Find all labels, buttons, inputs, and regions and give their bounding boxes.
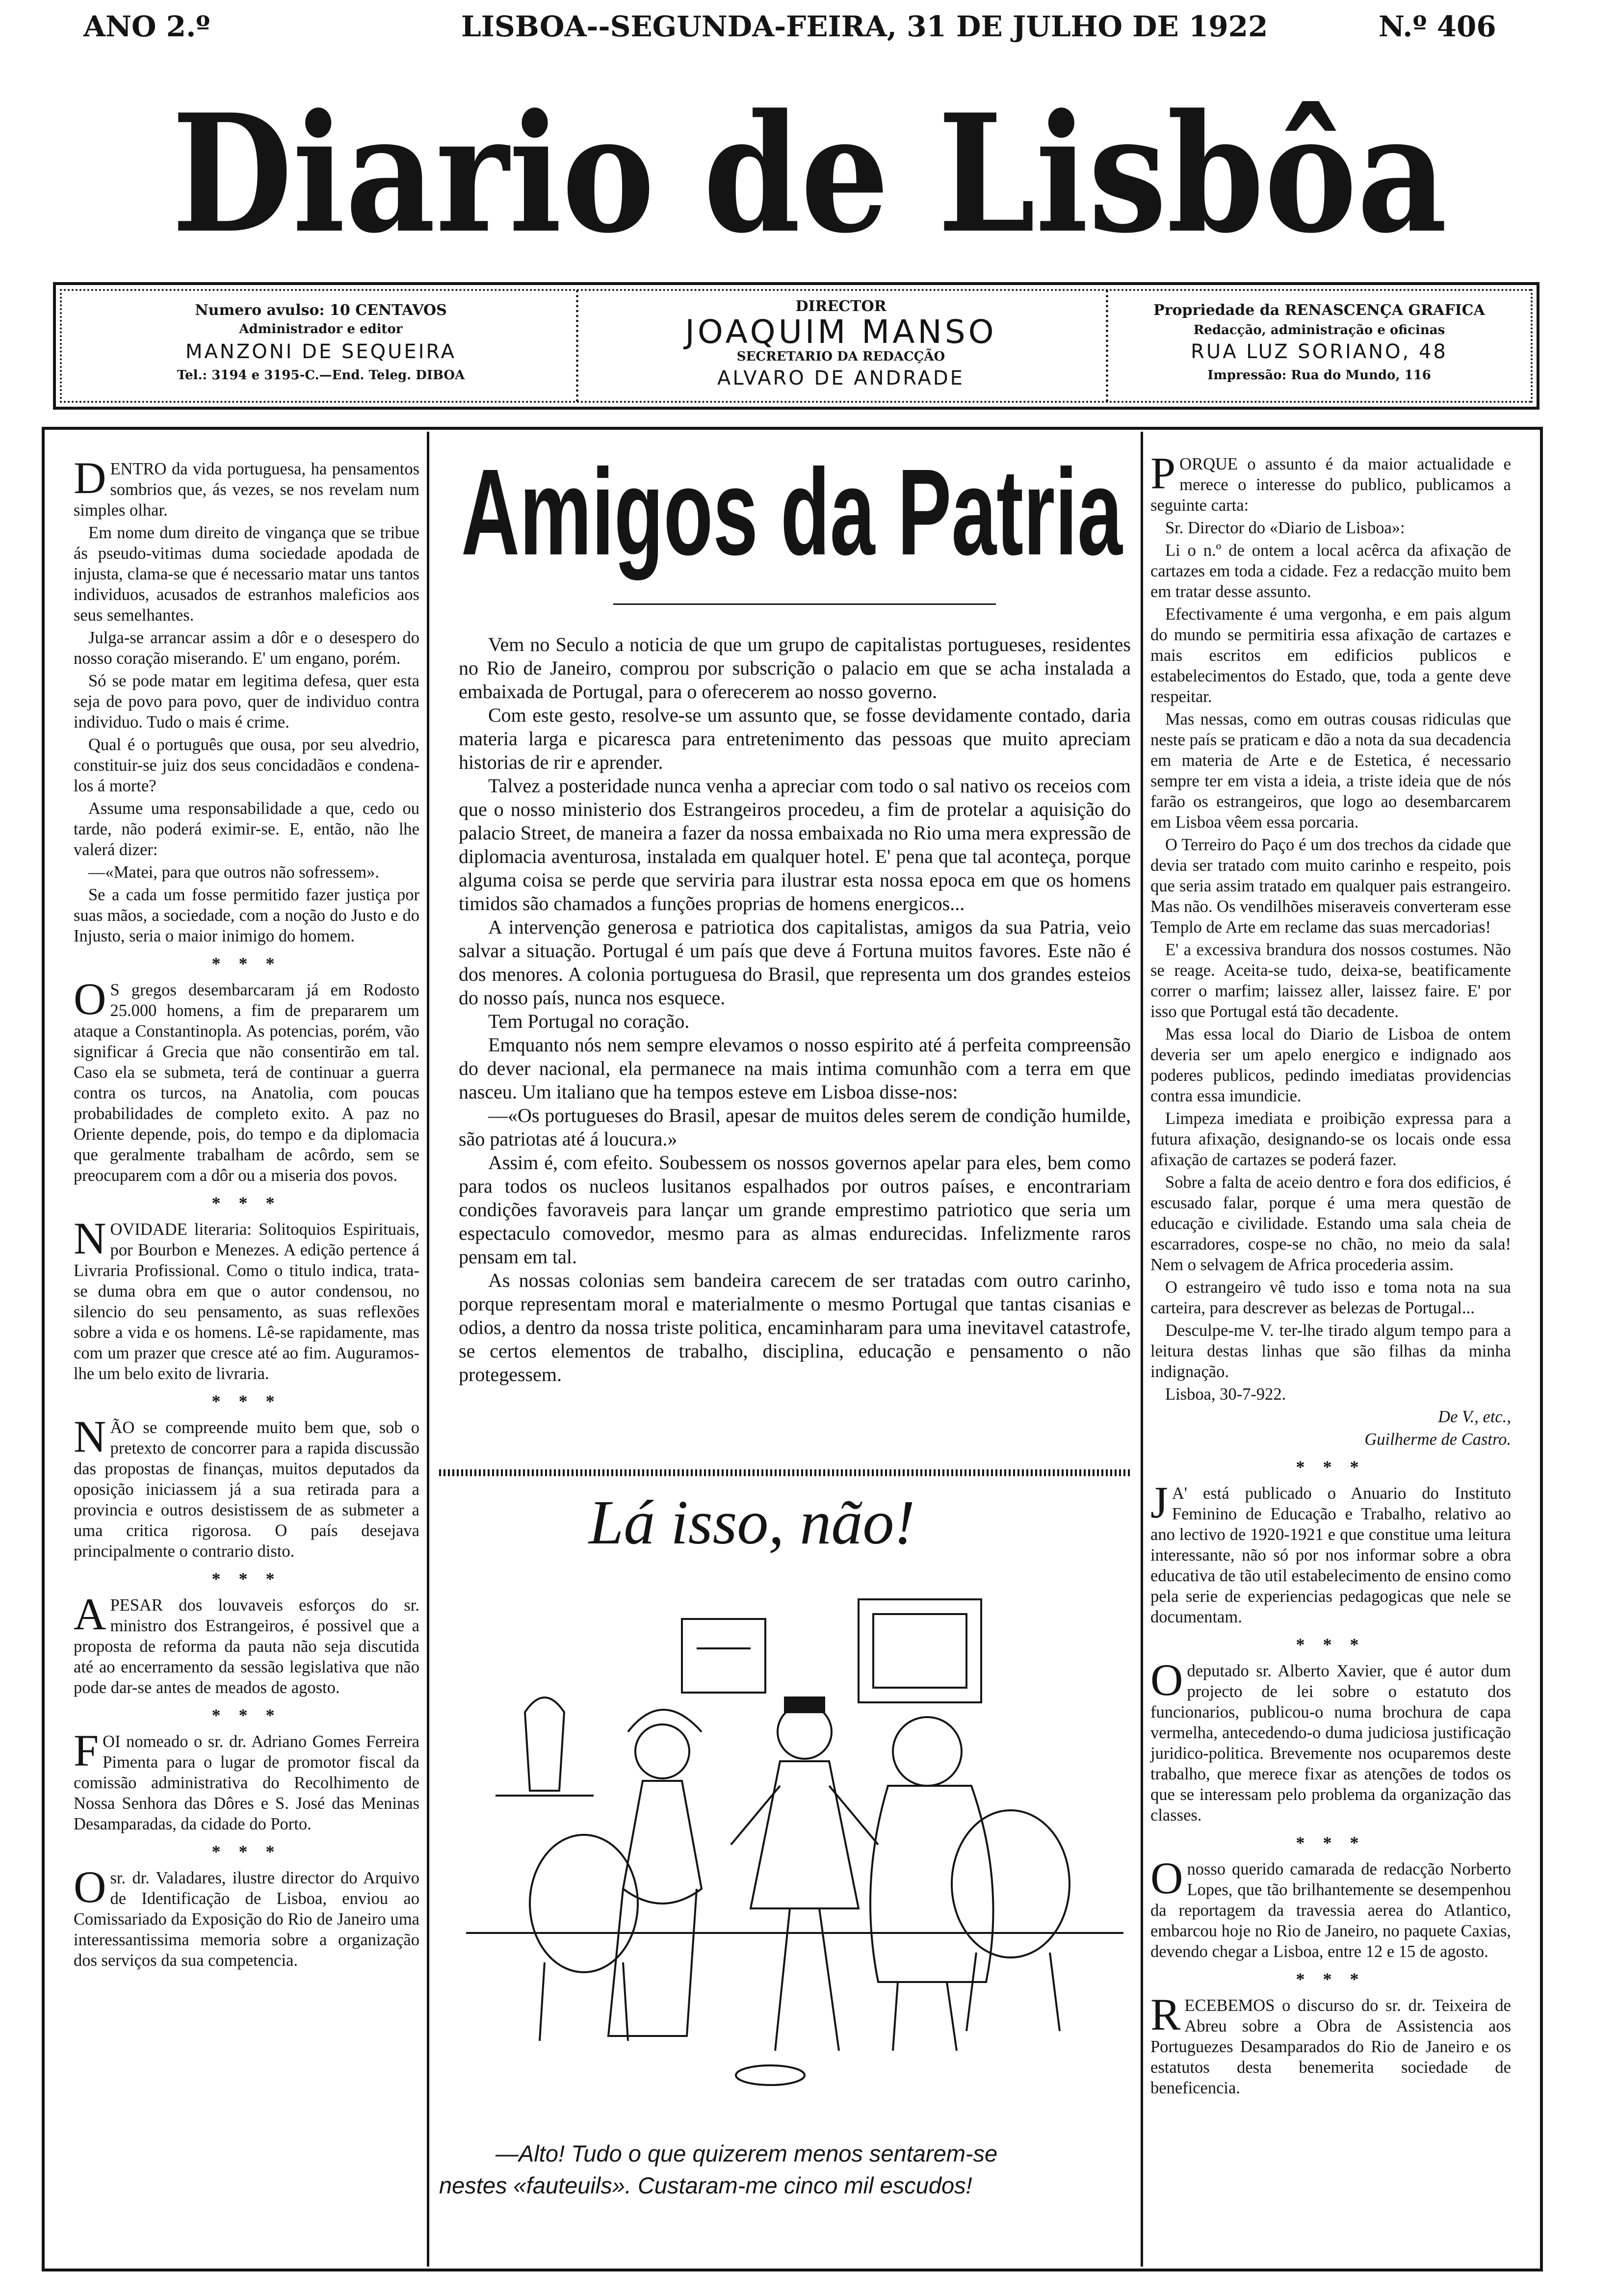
paragraph-text: ENTRO da vida portuguesa, ha pensamentos sombrios que, ás vezes, se nos revelam num simples olhar. xyxy=(74,460,419,520)
article-paragraph: Emquanto nós nem sempre elevamos o nosso espirito até á perfeita compreensão do dever nacional, ela permanece na mais intima comunhão com a terra em que nasceu. Um italiano que ha tempos esteve em Lisboa disse-nos: xyxy=(459,1034,1131,1103)
paragraph-text: Lisboa, 30-7-922. xyxy=(1165,1385,1286,1404)
section-stars: * * * xyxy=(1296,1457,1366,1477)
administrator-role: Administrador e editor xyxy=(239,322,403,337)
news-paragraph xyxy=(1150,1655,1511,1826)
column-rule xyxy=(427,432,429,2267)
print-label: Impressão: Rua do Mundo, 116 xyxy=(1207,368,1431,383)
drop-cap: O xyxy=(1150,1655,1183,1705)
news-paragraph xyxy=(74,627,419,669)
article-paragraph: As nossas colonias sem bandeira carecem de ser tratadas com outro carinho, porque representam moral e materialmente o mesmo Portugal que tantas cisanias e odios, a dentro da nossa triste politica, encaminharam para uma inevitavel catastrofe, se certos elementos de trabalho, disciplina, educação e pensamento o não protegessem. xyxy=(459,1269,1131,1385)
section-stars: * * * xyxy=(211,1391,282,1411)
band-divider xyxy=(1106,290,1108,402)
drop-cap: O xyxy=(74,974,106,1024)
news-paragraph xyxy=(1150,448,1511,516)
article-paragraph: Com este gesto, resolve-se um assunto que, se fosse devidamente contado, daria materia larga e picaresca para entretenimento das pessoas que muito apreciam historias de rir e aprender. xyxy=(459,704,1131,773)
paragraph-text: ÃO se compreende muito bem que, sob o pretexto de concorrer para a rapida discussão das propostas de finanças, muitos deputados da oposição iniciassem já a sua retirada para a provincia e outros desistissem de as submeter a uma critica rigorosa. O país desejava principalmente o contrario disto. xyxy=(74,1418,419,1561)
section-stars: * * * xyxy=(211,954,282,973)
paragraph-text: E' a excessiva brandura dos nossos costumes. Não se reage. Aceita-se tudo, deixa-se, beatificamente correr o marfim; laissez aller, laissez faire. E' por isso que Portugal está tão decadente. xyxy=(1150,940,1511,1021)
signature-line: De V., etc., xyxy=(1438,1408,1511,1426)
contact-line: Tel.: 3194 e 3195-C.—End. Teleg. DIBOA xyxy=(177,368,465,383)
article-paragraph: Vem no Seculo a noticia de que um grupo de capitalistas portugueses, residentes no Rio de Janeiro, comprou por subscrição o palacio em que se acha instalada a embaixada de Portugal, para o oferecerem ao nosso governo. xyxy=(459,633,1131,703)
news-paragraph xyxy=(1150,709,1511,833)
news-paragraph xyxy=(1150,1853,1511,1962)
director-label: DIRECTOR xyxy=(795,298,887,315)
paragraph-text: ORQUE o assunto é da maior actualidade e merece o interesse do publico, publicamos a seguinte carta: xyxy=(1150,455,1511,515)
paragraph-text: O estrangeiro vê tudo isso e toma nota na sua carteira, para descrever as belezas de Portugal... xyxy=(1150,1278,1511,1317)
drop-cap: O xyxy=(74,1862,106,1912)
paragraph-text: ECEBEMOS o discurso do sr. dr. Teixeira de Abreu sobre a Obra de Assistencia aos Portuguezes Desamparados do Rio de Janeiro e os estatutos desta benemerita sociedade de beneficencia. xyxy=(1150,1996,1511,2097)
paragraph-text: deputado sr. Alberto Xavier, que é autor dum projecto de lei sobre o estatuto dos funcionarios, publicou-o numa brochura de capa vermelha, antecedendo-o duma judiciosa justificação juridico-politica. Brevemente nos ocuparemos deste trabalho, que merece fixar as atenções de todos os que se interessam pelo problema da organização das classes. xyxy=(1150,1662,1511,1825)
news-paragraph xyxy=(74,1213,419,1384)
masthead-text: Diario de Lisbôa xyxy=(172,78,1447,269)
director-name: JOAQUIM MANSO xyxy=(685,313,997,351)
paragraph-text: nosso querido camarada de redacção Norberto Lopes, que tão brilhantemente se desempenhou da reportagem da travessia aerea do Atlantico, embarcou hoje no Rio de Janeiro, no paquete Caxias, devendo chegar a Lisboa, entre 12 e 15 de agosto. xyxy=(1150,1860,1511,1961)
drop-cap: A xyxy=(74,1589,106,1639)
news-paragraph xyxy=(74,522,419,626)
drop-cap: P xyxy=(1150,448,1176,498)
price-label: Numero avulso: 10 CENTAVOS xyxy=(195,302,447,319)
news-paragraph xyxy=(1150,1277,1511,1318)
administrator-name: MANZONI DE SEQUEIRA xyxy=(185,340,456,363)
paragraph-text: Efectivamente é uma vergonha, e em pais algum do mundo se permitiria essa afixação de cartazes e mais escritos em edificios publicos e estabelecimentos do Estado, que, toda a gente deve respeitar. xyxy=(1150,605,1511,706)
section-stars: * * * xyxy=(1296,1833,1366,1852)
news-paragraph xyxy=(1150,835,1511,938)
section-stars: * * * xyxy=(211,1842,282,1861)
news-paragraph xyxy=(74,885,419,946)
band-divider xyxy=(576,290,578,402)
cartoon-illustration xyxy=(466,1590,1123,2105)
cartoon-title: Lá isso, não! xyxy=(589,1487,915,1557)
news-paragraph xyxy=(74,1411,419,1562)
paragraph-text: Se a cada um fosse permitido fazer justiça por suas mãos, a sociedade, com a noção do Justo e do Injusto, seria o maior inimigo do homem. xyxy=(74,886,419,945)
paragraph-text: Julga-se arrancar assim a dôr e o desespero do nosso coração miserando. E' um engano, porém. xyxy=(74,628,419,668)
drop-cap: N xyxy=(74,1411,106,1461)
news-paragraph xyxy=(1150,518,1511,538)
paragraph-text: A' está publicado o Anuario do Instituto Feminino de Educação e Trabalho, relativo ao ano lectivo de 1920-1921 e que constitue uma leitura interessante, não só por nos informar sobre a obra educativa de tão util estabelecimento de ensino como pela serie de experiencias pedagogicas que nele se documentam. xyxy=(1150,1484,1511,1626)
article-paragraph: Tem Portugal no coração. xyxy=(488,1010,690,1032)
column-rule xyxy=(1141,432,1143,2267)
paragraph-text: Desculpe-me V. ter-lhe tirado algum tempo para a leitura destas linhas que são filhas da minha indignação. xyxy=(1150,1321,1511,1381)
right-column xyxy=(1150,448,1511,2100)
news-paragraph xyxy=(1150,1024,1511,1106)
drop-cap: N xyxy=(74,1213,106,1263)
section-stars: * * * xyxy=(211,1193,282,1213)
article-paragraph: Talvez a posteridade nunca venha a apreciar com todo o sal nativo os receios com que o nosso ministerio dos Estrangeiros procedeu, a fim de protelar a aquisição do palacio Street, de maneira a fazer da nossa embaixada no Rio uma mera expressão de diplomacia aventurosa, instalada em qualquer hotel. E' pena que tal aconteça, porque alguma coisa se perde que serviria para ilustrar esta nossa epoca em que os homens timidos são chamados a funções proprias de homens energicos... xyxy=(459,775,1131,914)
section-stars: * * * xyxy=(1296,1635,1366,1654)
news-paragraph xyxy=(1150,939,1511,1022)
issue-number: N.º 406 xyxy=(1379,10,1496,43)
drop-cap: R xyxy=(1150,1989,1181,2039)
owner-label: Propriedade da RENASCENÇA GRAFICA xyxy=(1153,302,1485,319)
section-divider xyxy=(439,1469,1131,1476)
paragraph-text: Mas nessas, como em outras cousas ridiculas que neste país se praticam e dão a nota da sua decadencia em materia de Arte e de Estetica, é necessario sempre ter em vista a ideia, a triste ideia que de nós farão os estrangeiros, que logo ao desembarcarem em Lisboa vêem essa porcaria. xyxy=(1150,710,1511,832)
band-right xyxy=(1113,296,1525,402)
paragraph-text: Só se pode matar em legitima defesa, quer esta seja de povo para povo, quer de individuo contra individuo. Tudo o mais é crime. xyxy=(74,672,419,731)
paragraph-text: Li o n.º de ontem a local acêrca da afixação de cartazes em toda a cidade. Fez a redacção muito bem em tratar desse assunto. xyxy=(1150,541,1511,601)
dateline: LISBOA--SEGUNDA-FEIRA, 31 DE JULHO DE 1922 xyxy=(461,10,1268,43)
drop-cap: J xyxy=(1150,1477,1168,1527)
band-center xyxy=(583,296,1098,402)
news-paragraph xyxy=(1150,1108,1511,1170)
news-paragraph xyxy=(74,671,419,732)
headline-rule xyxy=(613,603,996,605)
info-band xyxy=(53,282,1539,410)
news-paragraph xyxy=(1150,1989,1511,2098)
news-paragraph xyxy=(1150,1172,1511,1275)
paragraph-text: Mas essa local do Diario de Lisboa de ontem deveria ser um apelo energico e indignado aos poderes publicos, pedindo imediatas providencias contra essa imundicie. xyxy=(1150,1025,1511,1105)
article-paragraph: A intervenção generosa e patriotica dos capitalistas, amigos da sua Patria, veio salvar a situação. Portugal é um país que deve á Fortuna muitos favores. Este não é dos menores. A colonia portuguesa do Brasil, que representa um dos grandes esteios do nosso país, nunca nos esquece. xyxy=(459,916,1131,1009)
drop-cap: D xyxy=(74,453,106,503)
paragraph-text: Assume uma responsabilidade a que, cedo ou tarde, não poderá eximir-se. E, então, não lhe valerá dizer: xyxy=(74,799,419,859)
news-paragraph xyxy=(74,453,419,521)
year-label: ANO 2.º xyxy=(83,10,210,43)
top-line xyxy=(83,10,1521,49)
paragraph-text: OVIDADE literaria: Solitoquios Espirituais, por Bourbon e Menezes. A edição pertence á Livraria Profissional. Como o titulo indica, trata-se duma obra em que o autor condensou, no silencio do seu pensamento, as suas reflexões sobre a vida e os homens. Lê-se rapidamente, mas com um prazer que cresce até ao fim. Auguramos-lhe um belo exito de livraria. xyxy=(74,1220,419,1383)
news-paragraph xyxy=(74,862,419,883)
news-paragraph xyxy=(74,798,419,860)
news-paragraph xyxy=(1150,604,1511,707)
cartoon-caption-2: nestes «fauteuils». Custaram-me cinco mil escudos! xyxy=(439,2172,972,2198)
paragraph-text: PESAR dos louvaveis esforços do sr. ministro dos Estrangeiros, é possivel que a proposta de reforma da pauta não seja discutida até ao encerramento da sessão legislativa que não pode dar-se antes de meados de agosto. xyxy=(74,1596,419,1697)
center-article xyxy=(459,633,1131,1386)
signature-line: Guilherme de Castro. xyxy=(1364,1430,1511,1449)
drop-cap: F xyxy=(74,1725,99,1775)
band-left xyxy=(71,296,571,402)
left-column xyxy=(74,453,419,1973)
paragraph-text: Em nome dum direito de vingança que se tribue ás pseudo-vitimas duma sociedade apodada de injusta, clama-se que é necessario matar uns tantos individuos, acusados de estranhos maleficios aos seus semelhantes. xyxy=(74,523,419,625)
news-paragraph xyxy=(74,1589,419,1698)
paragraph-text: Qual é o português que ousa, por seu alvedrio, constituir-se juiz dos seus concidadãos e condena-los á morte? xyxy=(74,735,419,795)
article-paragraph: Assim é, com efeito. Soubessem os nossos governos apelar para eles, bem como para todos os nucleos lusitanos espalhados por outros países, e encontrariam condições favoraveis para lançar um grande emprestimo patriotico que seria um espectaculo comovedor, mesmo para as almas endurecidas. Infelizmente raros pensam em tal. xyxy=(459,1151,1131,1268)
news-paragraph xyxy=(74,974,419,1186)
address-label: RUA LUZ SORIANO, 48 xyxy=(1191,340,1448,363)
news-paragraph xyxy=(1150,540,1511,602)
news-paragraph xyxy=(1150,1384,1511,1405)
paragraph-text: O Terreiro do Paço é um dos trechos da cidade que devia ser tratado com muito carinho e respeito, pois que seria assim tratado em qualquer pais estrangeiro. Mas não. Os vendilhões miseraveis converteram esse Templo de Arte em reclame das suas mercadorias! xyxy=(1150,835,1511,937)
paragraph-text: —«Matei, para que outros não sofressem». xyxy=(88,863,380,882)
news-paragraph xyxy=(1150,1320,1511,1382)
masthead-title xyxy=(147,69,1472,275)
paragraph-text: Sr. Director do «Diario de Lisboa»: xyxy=(1165,519,1405,537)
cartoon-caption-1: —Alto! Tudo o que quizerem menos sentarem-se xyxy=(496,2140,998,2166)
news-paragraph xyxy=(74,1862,419,1971)
news-paragraph xyxy=(74,1725,419,1834)
paragraph-text: S gregos desembarcaram já em Rodosto 25.000 homens, a fim de prepararem um ataque a Constantinopla. As potencias, porém, vão significar á Grecia que não consentirão em tal. Caso ela se submeta, terá de continuar a guerra contra os turcos, na Anatolia, com poucas probabilidades de completo exito. A paz no Oriente depende, pois, do tempo e da diplomacia que geralmente trabalham de acôrdo, sem se preocuparem com a dôr ou a miseria dos povos. xyxy=(74,981,419,1185)
section-stars: * * * xyxy=(1296,1969,1366,1989)
paragraph-text: OI nomeado o sr. dr. Adriano Gomes Ferreira Pimenta para o lugar de promotor fiscal da comissão administrativa do Recolhimento de Nossa Senhora das Dôres e S. José das Meninas Desamparadas, da cidade do Porto. xyxy=(74,1732,419,1833)
news-paragraph xyxy=(74,734,419,796)
secretary-label: SECRETARIO DA REDACÇÃO xyxy=(736,349,945,364)
article-headline: Amigos da Patria xyxy=(461,444,1122,580)
offices-label: Redacção, administração e oficinas xyxy=(1193,323,1445,338)
paragraph-text: Sobre a falta de aceio dentro e fora dos edificios, é escusado falar, porque é uma mera questão de educação e civilidade. Estando uma sala cheia de escarradores, cospe-se no chão, no meio da sala! Nem o selvagem de Africa procederia assim. xyxy=(1150,1173,1511,1274)
drop-cap: O xyxy=(1150,1853,1183,1903)
section-stars: * * * xyxy=(211,1705,282,1725)
section-stars: * * * xyxy=(211,1569,282,1589)
article-paragraph: —«Os portugueses do Brasil, apesar de muitos deles serem de condição humilde, são patriotas até á loucura.» xyxy=(459,1104,1131,1150)
paragraph-text: sr. dr. Valadares, ilustre director do Arquivo de Identificação de Lisboa, enviou ao Comissariado da Exposição do Rio de Janeiro uma interessantissima memoria sobre a organização dos serviços da sua competencia. xyxy=(74,1869,419,1970)
paragraph-text: Limpeza imediata e proibição expressa para a futura afixação, designando-se os locais onde essa afixação de cartazes se poderá fazer. xyxy=(1150,1109,1511,1169)
news-paragraph xyxy=(1150,1477,1511,1627)
secretary-name: ALVARO DE ANDRADE xyxy=(717,367,965,390)
